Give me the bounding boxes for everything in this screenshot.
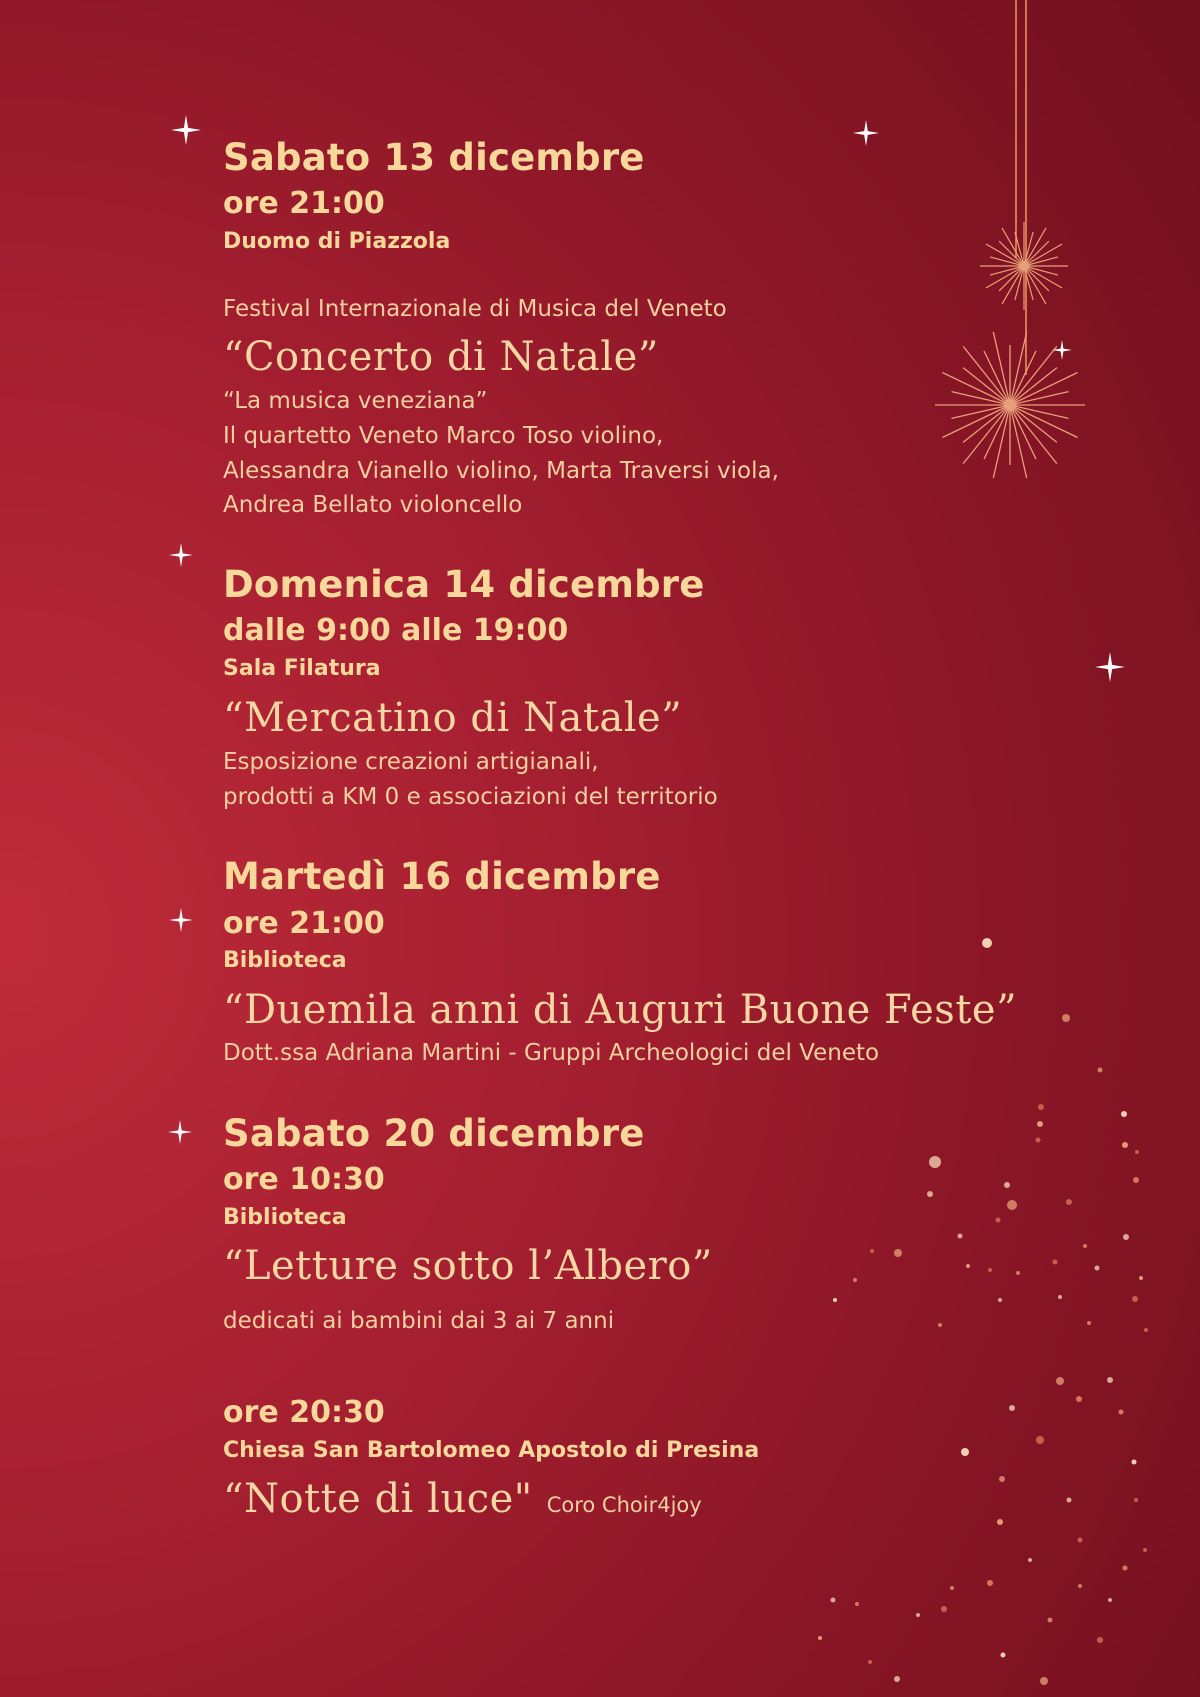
glitter-dot [982, 938, 992, 948]
glitter-dot [997, 1519, 1003, 1525]
glitter-dot [1119, 1410, 1124, 1415]
event-4-title: “Letture sotto l’Albero” [223, 1243, 713, 1289]
glitter-dot [1078, 1584, 1082, 1588]
glitter-dot [941, 1606, 947, 1612]
event-2-date: Domenica 14 dicembre [223, 563, 705, 606]
glitter-dot [1062, 1014, 1070, 1022]
glitter-dot [998, 1298, 1002, 1302]
event-1-place: Duomo di Piazzola [223, 229, 451, 254]
glitter-dot [1133, 1177, 1139, 1183]
glitter-dot [1122, 1142, 1128, 1148]
glitter-dot [818, 1636, 822, 1640]
event-4-detail: dedicati ai bambini dai 3 ai 7 anni [223, 1308, 615, 1334]
glitter-dot [894, 1676, 900, 1682]
event-2-time: dalle 9:00 alle 19:00 [223, 613, 569, 648]
event-1-detail: Il quartetto Veneto Marco Toso violino, [223, 423, 664, 449]
event-3-title: “Duemila anni di Auguri Buone Feste” [223, 987, 1018, 1033]
glitter-dot [1107, 1377, 1113, 1383]
glitter-dot [1076, 1396, 1082, 1402]
glitter-dot [1078, 1538, 1083, 1543]
glitter-dot [1139, 1276, 1143, 1280]
glitter-dot [1083, 1244, 1087, 1248]
glitter-dot [938, 1323, 942, 1327]
glitter-dot [1028, 1558, 1032, 1562]
event-3-time: ore 21:00 [223, 906, 385, 941]
glitter-dot [1132, 1296, 1138, 1302]
event-1-time: ore 21:00 [223, 186, 385, 221]
glitter-dot [1038, 1104, 1044, 1110]
glitter-dot [870, 1249, 874, 1253]
event-1-subtitle: “La musica veneziana” [223, 388, 488, 414]
event-3-place: Biblioteca [223, 948, 347, 973]
glitter-dot [1004, 1182, 1010, 1188]
glitter-dot [987, 1580, 993, 1586]
sparkle-icon [1095, 652, 1125, 682]
glitter-dot [1009, 1405, 1015, 1411]
event-4-time: ore 10:30 [223, 1162, 385, 1197]
event-2-detail: prodotti a KM 0 e associazioni del territorio [223, 784, 718, 810]
glitter-dot [894, 1249, 902, 1257]
glitter-dot [1132, 1460, 1137, 1465]
glitter-dot [958, 1234, 963, 1239]
sparkle-icon [169, 543, 193, 567]
glitter-dot [1001, 1653, 1006, 1658]
starburst-ornament-small-icon [980, 222, 1068, 310]
event-2-place: Sala Filatura [223, 656, 381, 681]
event-1-festival: Festival Internazionale di Musica del Veneto [223, 296, 727, 322]
glitter-dot [1108, 1598, 1112, 1602]
glitter-dot [1066, 1199, 1072, 1205]
glitter-dot [833, 1298, 837, 1302]
event-5-time: ore 20:30 [223, 1395, 385, 1430]
event-1-title: “Concerto di Natale” [223, 334, 659, 380]
event-3-detail: Dott.ssa Adriana Martini - Gruppi Archeologici del Veneto [223, 1040, 880, 1066]
glitter-dot [999, 1476, 1005, 1482]
glitter-dot [853, 1278, 857, 1282]
sparkle-icon [168, 1120, 192, 1144]
glitter-dot [855, 1602, 859, 1606]
event-1-detail: Alessandra Vianello violino, Marta Traversi viola, [223, 458, 779, 484]
glitter-dot [1095, 1266, 1100, 1271]
glitter-dot [1036, 1436, 1044, 1444]
event-4-date: Sabato 20 dicembre [223, 1112, 645, 1155]
glitter-dot [916, 1613, 920, 1617]
event-1-date: Sabato 13 dicembre [223, 136, 645, 179]
glitter-dot [1058, 1295, 1062, 1299]
glitter-dot [1098, 1068, 1103, 1073]
glitter-dot [1134, 1498, 1138, 1502]
glitter-dot [961, 1448, 969, 1456]
sparkle-icon [1052, 340, 1072, 360]
glitter-dot [1036, 1138, 1041, 1143]
glitter-dot [927, 1191, 933, 1197]
event-3-date: Martedì 16 dicembre [223, 855, 661, 898]
glitter-dot [1040, 1677, 1048, 1685]
glitter-dot [929, 1156, 941, 1168]
glitter-dot [831, 1598, 836, 1603]
event-5-note: Coro Choir4joy [546, 1493, 702, 1517]
event-5-place: Chiesa San Bartolomeo Apostolo di Presina [223, 1438, 760, 1463]
glitter-dot [1123, 1234, 1129, 1240]
event-1-detail: Andrea Bellato violoncello [223, 492, 523, 518]
glitter-dot [1144, 1328, 1148, 1332]
glitter-dot [1016, 1271, 1020, 1275]
event-5-title: “Notte di luce" [223, 1476, 533, 1522]
glitter-dot [1048, 1618, 1053, 1623]
glitter-dot [1135, 1150, 1139, 1154]
event-4-place: Biblioteca [223, 1205, 347, 1230]
event-2-detail: Esposizione creazioni artigianali, [223, 749, 599, 775]
glitter-dot [950, 1586, 954, 1590]
glitter-dot [1097, 1637, 1103, 1643]
sparkle-icon [171, 115, 201, 145]
glitter-dot [966, 1264, 970, 1268]
sparkle-icon [853, 120, 879, 146]
hanging-ornament-strings [1016, 0, 1026, 375]
event-5-title-row [223, 1476, 702, 1522]
glitter-dot [1121, 1111, 1127, 1117]
glitter-dot [868, 1660, 872, 1664]
glitter-dot [1007, 1200, 1017, 1210]
glitter-dot [988, 1268, 992, 1272]
event-2-title: “Mercatino di Natale” [223, 695, 683, 741]
glitter-dot [1056, 1377, 1064, 1385]
glitter-dot [996, 1218, 1001, 1223]
glitter-dot [1053, 1260, 1058, 1265]
glitter-dot [1143, 1548, 1147, 1552]
glitter-dot [1123, 1566, 1128, 1571]
glitter-dot [1067, 1498, 1072, 1503]
glitter-dot [1037, 1121, 1043, 1127]
sparkle-icon [169, 908, 193, 932]
glitter-dot [1087, 1321, 1091, 1325]
